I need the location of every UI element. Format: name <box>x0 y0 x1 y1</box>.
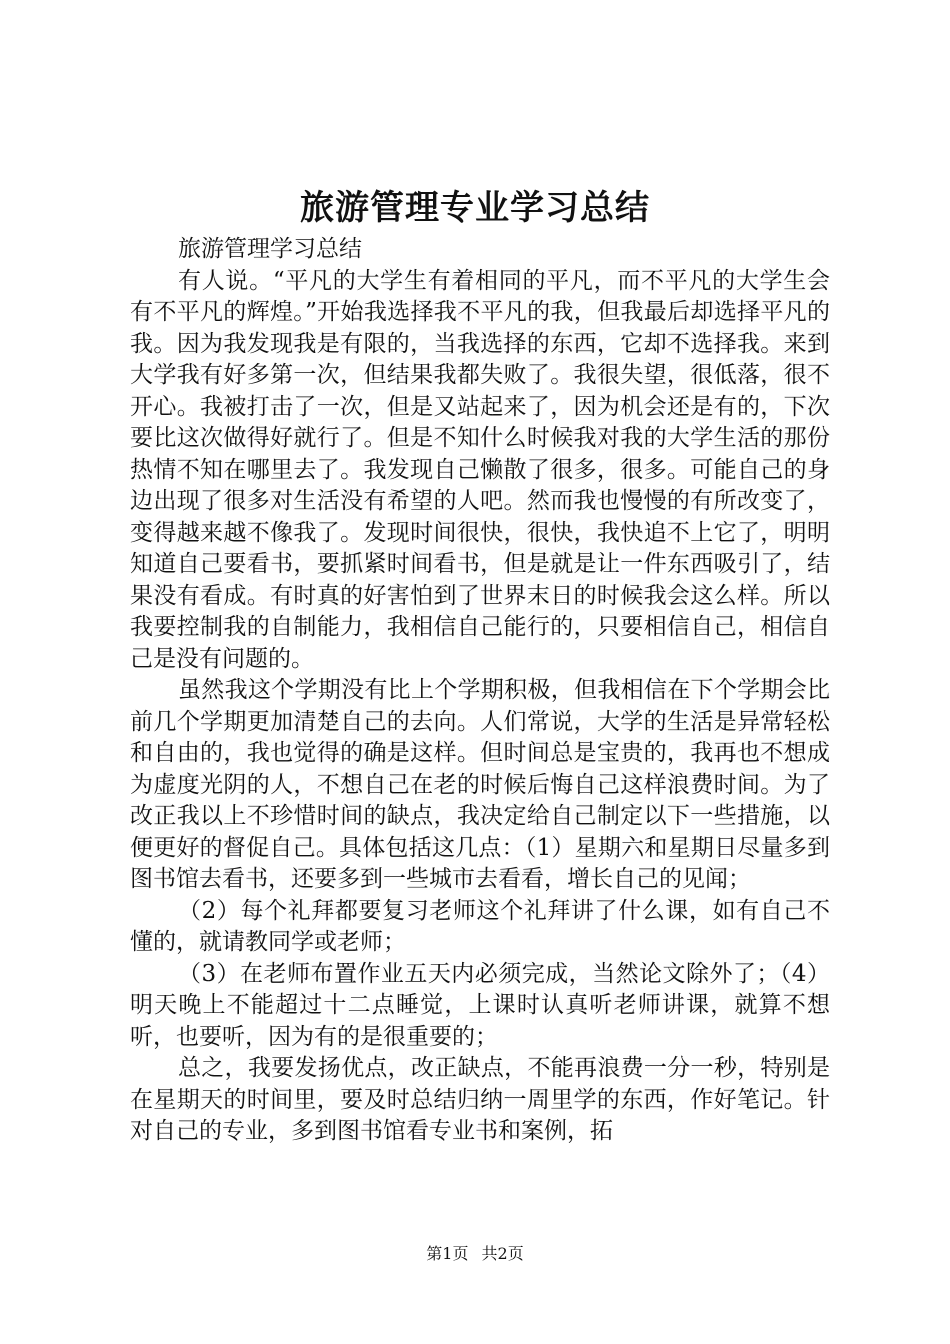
body-paragraph-5: 总之，我要发扬优点，改正缺点，不能再浪费一分一秒，特别是在星期天的时间里，要及时总结归纳一周里学的东西，作好笔记。针对自己的专业，多到图书馆看专业书和案例，拓 <box>130 1055 830 1144</box>
page-total: 共2页 <box>481 1244 524 1263</box>
page-footer <box>0 1243 950 1265</box>
page-number: 第1页 <box>426 1244 469 1263</box>
document-title: 旅游管理专业学习总结 <box>300 188 650 228</box>
body-paragraph-1: 有人说。“平凡的大学生有着相同的平凡，而不平凡的大学生会有不平凡的辉煌。”开始我选择我不平凡的我，但我最后却选择平凡的我。因为我发现我是有限的，当我选择的东西，它却不选择我。来到大学我有好多第一次，但结果我都失败了。我很失望，很低落，很不开心。我被打击了一次，但是又站起来了，因为机会还是有的，下次要比这次做得好就行了。但是不知什么时候我对我的大学生活的那份热情不知在哪里去了。我发现自己懒散了很多，很多。可能自己的身边出现了很多对生活没有希望的人吧。然而我也慢慢的有所改变了，变得越来越不像我了。发现时间很快，很快，我快追不上它了，明明知道自己要看书，要抓紧时间看书，但是就是让一件东西吸引了，结果没有看成。有时真的好害怕到了世界末日的时候我会这么样。所以我要控制我的自制能力，我相信自己能行的，只要相信自己，相信自己是没有问题的。 <box>130 267 830 672</box>
document-body <box>130 234 830 1148</box>
subtitle-paragraph: 旅游管理学习总结 <box>178 236 362 262</box>
body-paragraph-4: （3）在老师布置作业五天内必须完成，当然论文除外了；（4）明天晚上不能超过十二点睡觉，上课时认真听老师讲课，就算不想听，也要听，因为有的是很重要的； <box>130 960 830 1050</box>
body-paragraph-2: 虽然我这个学期没有比上个学期积极，但我相信在下个学期会比前几个学期更加清楚自己的去向。人们常说，大学的生活是异常轻松和自由的，我也觉得的确是这样。但时间总是宝贵的，我再也不想成为虚度光阴的人，不想自己在老的时候后悔自己这样浪费时间。为了改正我以上不珍惜时间的缺点，我决定给自己制定以下一些措施，以便更好的督促自己。具体包括这几点：（1）星期六和星期日尽量多到图书馆去看书，还要多到一些城市去看看，增长自己的见闻； <box>130 677 830 892</box>
body-paragraph-3: （2）每个礼拜都要复习老师这个礼拜讲了什么课，如有自己不懂的，就请教同学或老师； <box>130 897 830 955</box>
